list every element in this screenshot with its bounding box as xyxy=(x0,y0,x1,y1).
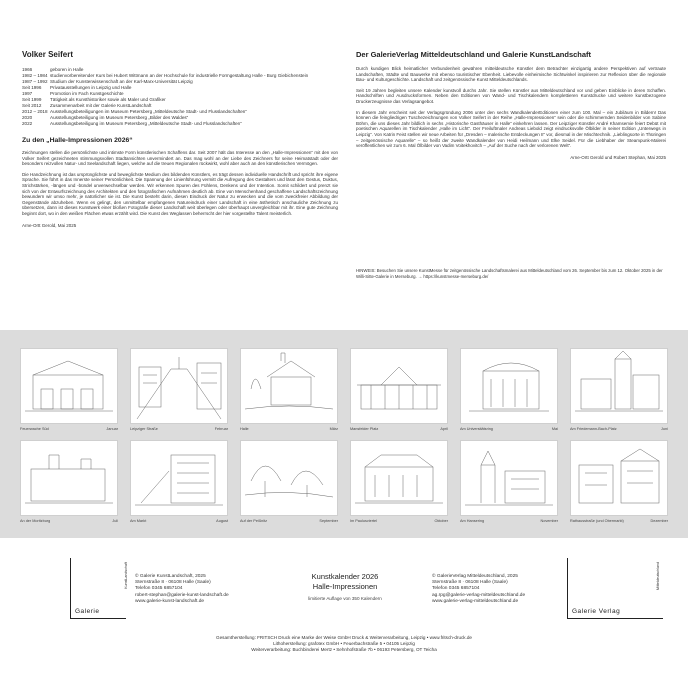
place-caption: Am Hansering xyxy=(460,519,485,523)
bio-text: Privatausstellungen in Leipzig und Halle xyxy=(50,85,132,90)
address-line: Sternstraße 8 · 06108 Halle (Saale) xyxy=(135,580,211,586)
month-caption: Juni xyxy=(661,427,668,431)
month-caption: März xyxy=(329,427,338,431)
month-caption: April xyxy=(440,427,448,431)
sketch-image xyxy=(130,440,228,516)
impressions-heading: Zu den „Halle-Impressionen 2026“ xyxy=(22,137,133,144)
bio-text: geboren in Halle xyxy=(50,67,84,72)
logo-vertical-text: Mitteldeutschland xyxy=(656,562,660,590)
place-caption: Im Paulusviertel xyxy=(350,519,378,523)
artist-heading: Volker Seifert xyxy=(22,50,73,59)
month-thumbnail xyxy=(460,440,558,523)
place-caption: Am Universitätsring xyxy=(460,427,493,431)
publisher-column xyxy=(356,50,666,161)
place-caption: Auf der Peißnitz xyxy=(240,519,268,523)
month-thumbnail xyxy=(130,440,228,523)
bio-year: 1997 xyxy=(22,91,33,96)
address-line: Telefon 0345 6857104 xyxy=(135,586,183,592)
month-thumbnail xyxy=(350,440,448,523)
intro-paragraph: Zeichnungen stellen die persönlichste und intimste Form künstlerischen Schaffens dar. Seit 2007 hält das Interesse an den „Halle-Impressionen“ mit den von Volker Seifert gezeichneten stimmungsvollen Stadtansichten unvermindert an. Das mag wohl an der Liebe des Zeichners für seine Heimatstadt oder der besonders reizvollen Natur- und Seelandschaft liegen, welche auf die treuen Regionalen rückwirkt, wohl aber auch an den künstlerischen Vermögen. xyxy=(22,150,338,167)
bio-year: 2020 xyxy=(22,115,33,120)
sketch-image xyxy=(20,348,118,424)
month-thumbnail xyxy=(240,440,338,523)
bio-year: 1987 – 1992 xyxy=(22,79,48,84)
edition-note: limitierte Auflage von 350 Kalendern xyxy=(308,596,382,601)
artist-column xyxy=(22,50,338,229)
bio-text: Studium der Kunsterwissenschaft an der Karl-Marx-Universität Leipzig xyxy=(50,79,193,84)
logo-wordmark: Galerie Verlag xyxy=(572,608,621,615)
month-thumbnail xyxy=(240,348,338,431)
month-thumbnail xyxy=(20,440,118,523)
imprint-footer xyxy=(0,538,688,674)
month-caption: Februar xyxy=(214,427,228,431)
address-line: © Galerie KunstLandschaft, 2025 xyxy=(135,574,206,579)
month-caption: August xyxy=(216,519,228,523)
bio-text: Zusammenarbeit mit der Galerie KunstLandschaft xyxy=(50,103,152,108)
address-line: robert-stephan@galerie-kunst-landschaft.de xyxy=(135,592,229,598)
month-thumbnail xyxy=(20,348,118,431)
address-line: www.galerie-verlag-mitteldeutschland.de xyxy=(432,598,519,604)
address-line: © GalerieVerlag Mitteldeutschland, 2025 xyxy=(432,574,518,579)
bio-text: Ausstellungsbeteiligung im Museum Petersberg „Bilder des Waldes“ xyxy=(50,115,189,120)
bio-text: Tätigkeit als Kunsthistoriker sowie als Maler und Grafiker xyxy=(50,97,166,102)
monthly-thumbnail-gallery xyxy=(0,330,688,538)
month-caption: Dezember xyxy=(650,519,668,523)
address-line: Telefon 0345 6857104 xyxy=(432,586,480,592)
galerie-kunstlandschaft-logo xyxy=(70,558,126,619)
production-credits xyxy=(0,635,688,654)
month-caption: Mai xyxy=(551,427,558,431)
month-thumbnail xyxy=(350,348,448,431)
address-line: www.galerie-kunst-landschaft.de xyxy=(135,598,205,604)
author-signature: Arne-Ortt Gerold, Mai 2025 xyxy=(22,222,77,228)
sketch-image xyxy=(460,440,558,516)
bio-year: 2012 – 2018 xyxy=(22,109,48,114)
sketch-image xyxy=(350,440,448,516)
calendar-subtitle: Halle-Impressionen xyxy=(312,582,378,591)
bio-year: 2022 xyxy=(22,121,33,126)
bio-year: 1982 – 1984 xyxy=(22,73,48,78)
thumbnail-row xyxy=(20,440,668,523)
sketch-image xyxy=(350,348,448,424)
address-line: ag.rpg@galerie-verlag-mitteldeutschland.de xyxy=(432,592,526,598)
gallery-address xyxy=(135,574,229,605)
bio-text: Ausstellungsbeteiligungen im Museum Petersberg „Mitteldeutsche Stadt- und Flusslandschaften“ xyxy=(50,109,247,114)
galerie-verlag-logo xyxy=(567,558,663,619)
credit-line: Gesamtherstellung: FRITSCH Druck eine Marke der Weise GmbH Druck & Weiterverarbeitung, Leipzig • www.fritsch-druck.de xyxy=(216,635,472,640)
address-line: Sternstraße 8 · 06108 Halle (Saale) xyxy=(432,580,508,586)
credit-line: Lithoherstellung: grafotex GmbH • Feuerbachstraße 5 • 04105 Leipzig xyxy=(273,641,415,647)
publisher-paragraph-3: In diesem Jahr erscheint seit der Verlagsgründung 2006 unter den sechs WandkalenderEditionen einer zum 100. Mal – ein Jubiläum in Bildern! Das können die feingliedrigen Tuschezeichnungen von Volker Seifert in der Reihe „Halle-Impressionen“ sein oder die schimmernden Seidenbilder von Sabine Böhm, die uns dieses Jahr bildlich in sechs „Historische Gasthäuser in Halle“ einkehren lassen. Der Leipziger Künstler André Khamsemie feiert Debüt mit poetischen Aquarellen im Tischkalender „Halle im Licht“. Der Freiluftmaler Andreas Liebold zeigt eindrucksvolle Ölbilder in seiner Edition „Unterwegs in Leipzig“. Von Katrin Feist stellen wir neue Arbeiten für „Dresden – malerische Entdeckungen II“ vor, diesmal in der Mischtechnik. „Lieblingsorte in Thüringen – zeitgenössische Aquarelle“ – so heißt der zweite Wandkalender von Heidi Heilmann und Elke Seidel. Für die Liebhaber der Steampunk-Malerei veröffentlichen wir zum 6. Mal Ölbilder von Vadim Voitekhovitch – „Auf der Suche nach der verlorenen Welt“. xyxy=(356,109,666,149)
place-caption: Leipziger Straße xyxy=(130,427,158,431)
place-caption: An der Moritzburg xyxy=(20,519,51,523)
publisher-signature: Arne-Ortt Gerold und Robert Stephan, Mai 2025 xyxy=(570,154,666,160)
exhibition-hint: HINWEIS: Besuchen Sie unsere KunstMesse für zeitgenössische Landschaftsmalerei aus Mitteldeutschland vom 26. September bis zum 12. Oktober 2025 in der Willi-Sitte-Galerie in Merseburg. → https://kunstmesse-merseburg.de/ xyxy=(356,268,663,279)
bio-text: Ausstellungsbeteiligung im Museum Petersberg „Mitteldeutsche Stadt- und Flusslandschaften“ xyxy=(50,121,242,126)
sketch-image xyxy=(570,440,668,516)
bio-year: 1966 xyxy=(22,67,33,72)
bio-row xyxy=(22,121,338,127)
month-caption: November xyxy=(540,519,558,523)
place-caption: Am Markt xyxy=(130,519,147,523)
month-thumbnail xyxy=(570,348,668,431)
place-caption: Feuerwache Süd xyxy=(20,427,49,431)
drawing-paragraph: Die Handzeichnung ist das ursprünglichste und beweglichste Medium des bildenden Künstlers, es trägt dessen individuelle Handschrift und spricht ihre eigene Sprache. Sie führt in das Innerste seiner Persönlichkeit. Die Spannung der Linienführung vermitt die Aufregung des Gestalters und lässt den Gestus, Duktus, Strichstärken, -längen und -bündel unverwechselbar werden. Wir erkennen Spuren des Fühlens, Denkens und der Intention. Somit schildert und prenzt sie sich von der Entwurfszeichnung des Architekten und den fotografischen Aufnahmen deutlich ab. Eine von Menschenhand geschaffene Landschaftszeichnung bewundern wir umso mehr, je natürlicher sie ist. Die Kunst besteht darin, diesen Eindruck der Natur zu erwecken und die vom zweckfreier Abbildung der Gegenstände abzuheben. Wenn es gelingt, den unmittelbar empfangenen Natureindruck einer Landschaft in eine ästhetisch anschauliche Zeichnung zu übersetzen, dann ist dieses Kunstwerk einer bloßen Fotografie dieser Landschaft weit überlegen oder überhaupt unvergleichbar mit ihr. Eine gute Zeichnung beginnt dort, wo in den weißen Flächen etwas erzählt wird. Die Kunst des Weglassen beherrscht der hier vorgestellte Talent meisterlich. xyxy=(22,171,338,216)
month-caption: September xyxy=(319,519,338,523)
bio-text: Promotion im Fach Kunstgeschichte xyxy=(50,91,124,96)
month-thumbnail xyxy=(130,348,228,431)
bio-year: Seit 2012 xyxy=(22,103,42,108)
calendar-title: Kunstkalender 2026 xyxy=(311,572,379,581)
sketch-image xyxy=(240,348,338,424)
place-caption: Mansfelder Platz xyxy=(350,427,379,431)
bio-year: Seit 1999 xyxy=(22,97,42,102)
credit-line: Weiterverarbeitung: Buchbinderei Mertz • Sehnhofstraße 7b • 06193 Petersberg, OT Teicha xyxy=(251,647,437,653)
sketch-image xyxy=(240,440,338,516)
month-caption: Januar xyxy=(106,427,118,431)
thumbnail-row xyxy=(20,348,668,431)
publisher-address xyxy=(432,574,525,605)
calendar-title-block xyxy=(280,572,410,601)
place-caption: Rathausstraße (und Obermarkt) xyxy=(570,519,624,523)
month-caption: Oktober xyxy=(434,519,448,523)
place-caption: Am Friedemann-Bach-Platz xyxy=(570,427,617,431)
bio-text: studienvorbereitender Kurs bei Hubert Wittmann an der Hochschule für industrielle Formgestaltung Halle - Burg Giebichenstein xyxy=(50,73,309,78)
month-thumbnail xyxy=(460,348,558,431)
logo-vertical-text: KunstLandschaft xyxy=(124,562,128,589)
sketch-image xyxy=(20,440,118,516)
sketch-image xyxy=(570,348,668,424)
bio-year: Seit 1996 xyxy=(22,85,42,90)
sketch-image xyxy=(460,348,558,424)
month-thumbnail xyxy=(570,440,668,523)
publisher-paragraph-2: Seit 19 Jahren begleiten unsere Kalender kunstvoll durchs Jahr. Sie stellen Künstler aus Mitteldeutschland vor und geben Einblicke in deren Schaffen. Handschriften und Ausdrucksformen. Neben den Editionen von Wand- und Tischkalendern komplettieren Kunstdrucke und weitere kunstbezogene Druckerzeugnisse das Verlagsangebot. xyxy=(356,87,666,104)
biography-list xyxy=(22,67,338,127)
place-caption: Halle xyxy=(240,427,249,431)
sketch-image xyxy=(130,348,228,424)
month-caption: Juli xyxy=(112,519,118,523)
publisher-paragraph-1: Durch kundigen Blick heimatlicher Verbundenheit gewähren mitteldeutsche Künstler dem Betrachter einzigartig andere Perspektiven auf vertraute Landschaften, Städte und Bauwerke mit ebenso touristischer Ebenheit. Liebevolle einheimische Sichtwinkel inspirieren zur Reflexion über die regionale Bau- und Kulturgeschichte. Landschaft und zeitgenössische Kunst Mitteldeutschlands. xyxy=(356,66,666,83)
logo-wordmark: Galerie xyxy=(75,608,100,615)
publisher-heading: Der GalerieVerlag Mitteldeutschland und Galerie KunstLandschaft xyxy=(356,50,592,59)
